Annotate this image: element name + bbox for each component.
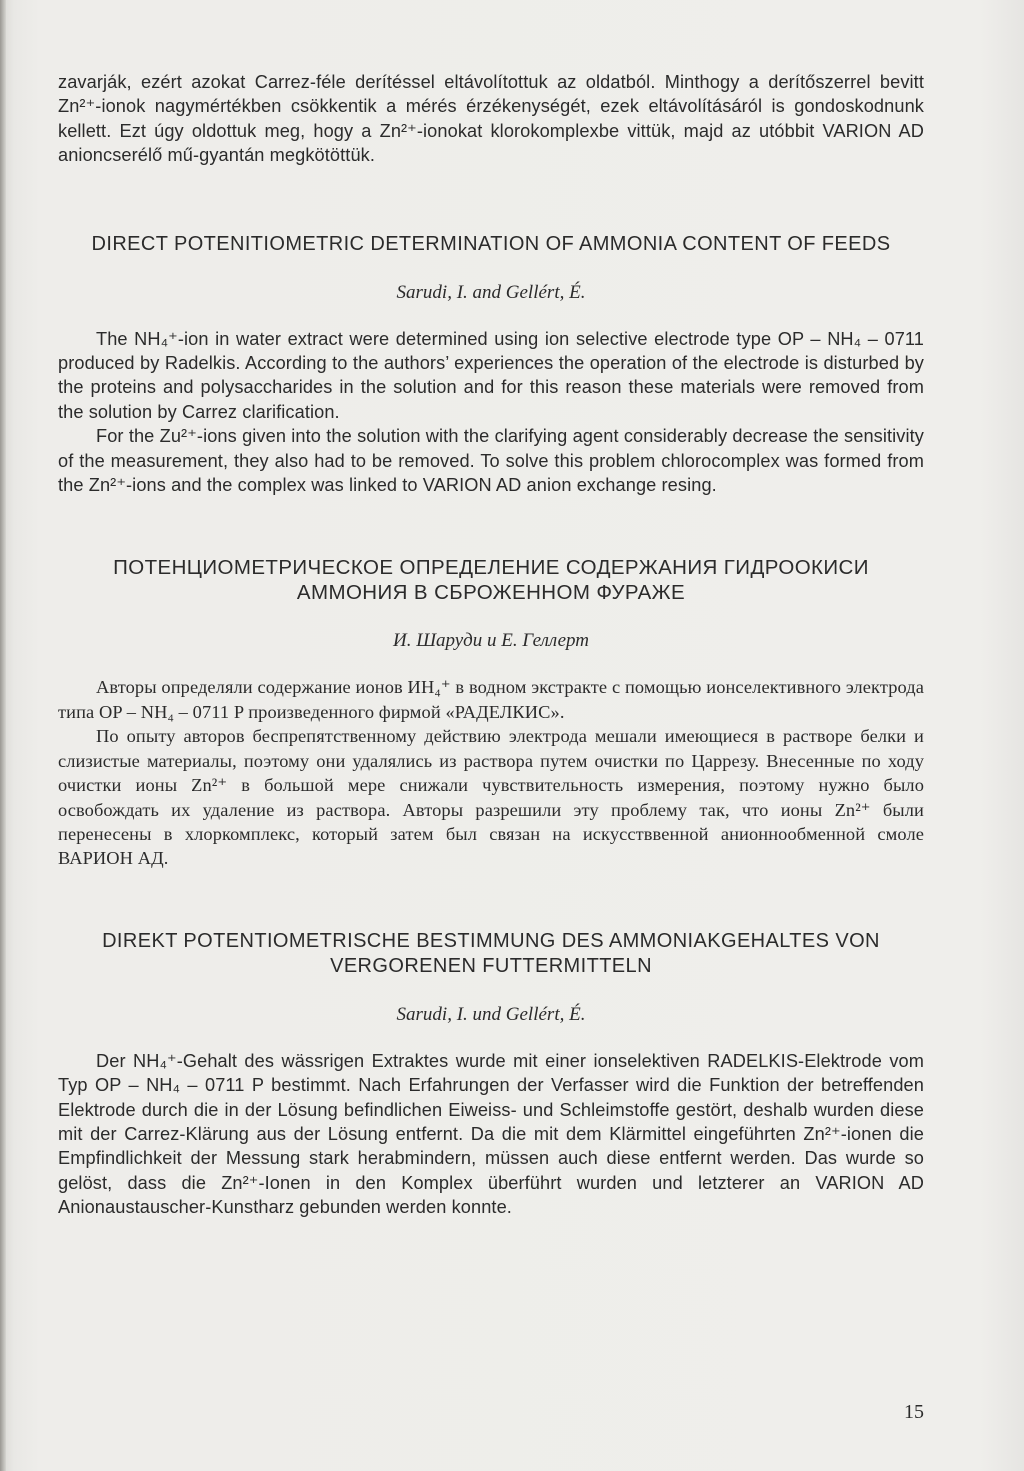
russian-paragraph-2: По опыту авторов беспрепятственному действию электрода мешали имеющиеся в растворе белки и слизистые материалы, поэтому они удалялись из раствора путем очистки по Царрезу. Внесенные по ходу очистки ионы Zn²⁺ в большой мере снижали чувствительность измерения, поэтому нужно было освобождать их удаление из раствора. Авторы разрешили эту проблему так, что ионы Zn²⁺ были перенесены в хлоркомплекс, который затем был связан на искусстввенной анионнообменной смоле ВАРИОН АД. xyxy=(58,726,924,869)
english-paragraph-1: The NH₄⁺-ion in water extract were determined using ion selective electrode type OP – NH₄ – 0711 produced by Radelkis. According to the authors’ experiences the operation of the electrode is disturbed by the proteins and polysaccharides in the solution and for this reason these materials were removed from the solution by Carrez clarification. xyxy=(58,328,924,422)
page-content xyxy=(58,70,924,1220)
scan-binding-shadow xyxy=(0,0,6,1471)
russian-abstract xyxy=(58,555,924,870)
english-paragraph-2: For the Zu²⁺-ions given into the solution with the clarifying agent considerably decrease the sensitivity of the measurement, they also had to be removed. To solve this problem chlorocomplex was formed from the Zn²⁺-ions and the complex was linked to VARION AD anion exchange resing. xyxy=(58,426,924,496)
russian-paragraph-1: Авторы определяли содержание ионов ИН₄⁺ в водном экстракте с помощью ионселективного электрода типа OP – NH₄ – 0711 P произведенного фирмой «РАДЕЛКИС». xyxy=(58,677,924,722)
intro-paragraph: zavarják, ezért azokat Carrez-féle derítéssel eltávolítottuk az oldatból. Minthogy a derítőszerrel bevitt Zn²⁺-ionok nagymértékben csökkentik a mérés érzékenységét, ezek eltávolításáról is gondoskodnunk kellett. Ezt úgy oldottuk meg, hogy a Zn²⁺-ionokat klorokomplexbe vittük, majd az utóbbit VARION AD anioncserélő mű-gyantán megkötöttük. xyxy=(58,72,924,166)
german-paragraph-1: Der NH₄⁺-Gehalt des wässrigen Extraktes wurde mit einer ionselektiven RADELKIS-Elektrode vom Typ OP – NH₄ – 0711 P bestimmt. Nach Erfahrungen der Verfasser wird die Funktion der betreffenden Elektrode durch die in der Lösung befindlichen Eiweiss- und Schleimstoffe gestört, deshalb wurden diese mit der Carrez-Klärung aus der Lösung entfernt. Da die mit dem Klärmittel eingeführten Zn²⁺-ionen die Empfindlichkeit der Messung stark herabmindern, müssen auch diese entfernt werden. Das wurde so gelöst, dass die Zn²⁺-Ionen in den Komplex überführt wurden und letzterer an VARION AD Anionaustauscher-Kunstharz gebunden werden konnte. xyxy=(58,1050,924,1218)
hungarian-continuation xyxy=(58,70,924,168)
english-authors: Sarudi, I. and Gellért, É. xyxy=(396,281,586,303)
german-abstract xyxy=(58,929,924,1220)
german-authors: Sarudi, I. und Gellért, É. xyxy=(396,1003,586,1025)
russian-title: ПОТЕНЦИОМЕТРИЧЕСКОЕ ОПРЕДЕЛЕНИЕ СОДЕРЖАНИЯ ГИДРООКИСИ АММОНИЯ В СБРОЖЕННОМ ФУРАЖЕ xyxy=(113,556,869,605)
russian-authors: И. Шаруди и Е. Геллерт xyxy=(392,630,590,652)
page-number: 15 xyxy=(904,1401,924,1423)
english-title: DIRECT POTENITIOMETRIC DETERMINATION OF AMMONIA CONTENT OF FEEDS xyxy=(91,232,891,255)
english-abstract xyxy=(58,232,924,498)
german-title: DIREKT POTENTIOMETRISCHE BESTIMMUNG DES AMMONIAKGEHALTES VON VERGORENEN FUTTERMITTELN xyxy=(102,929,880,977)
